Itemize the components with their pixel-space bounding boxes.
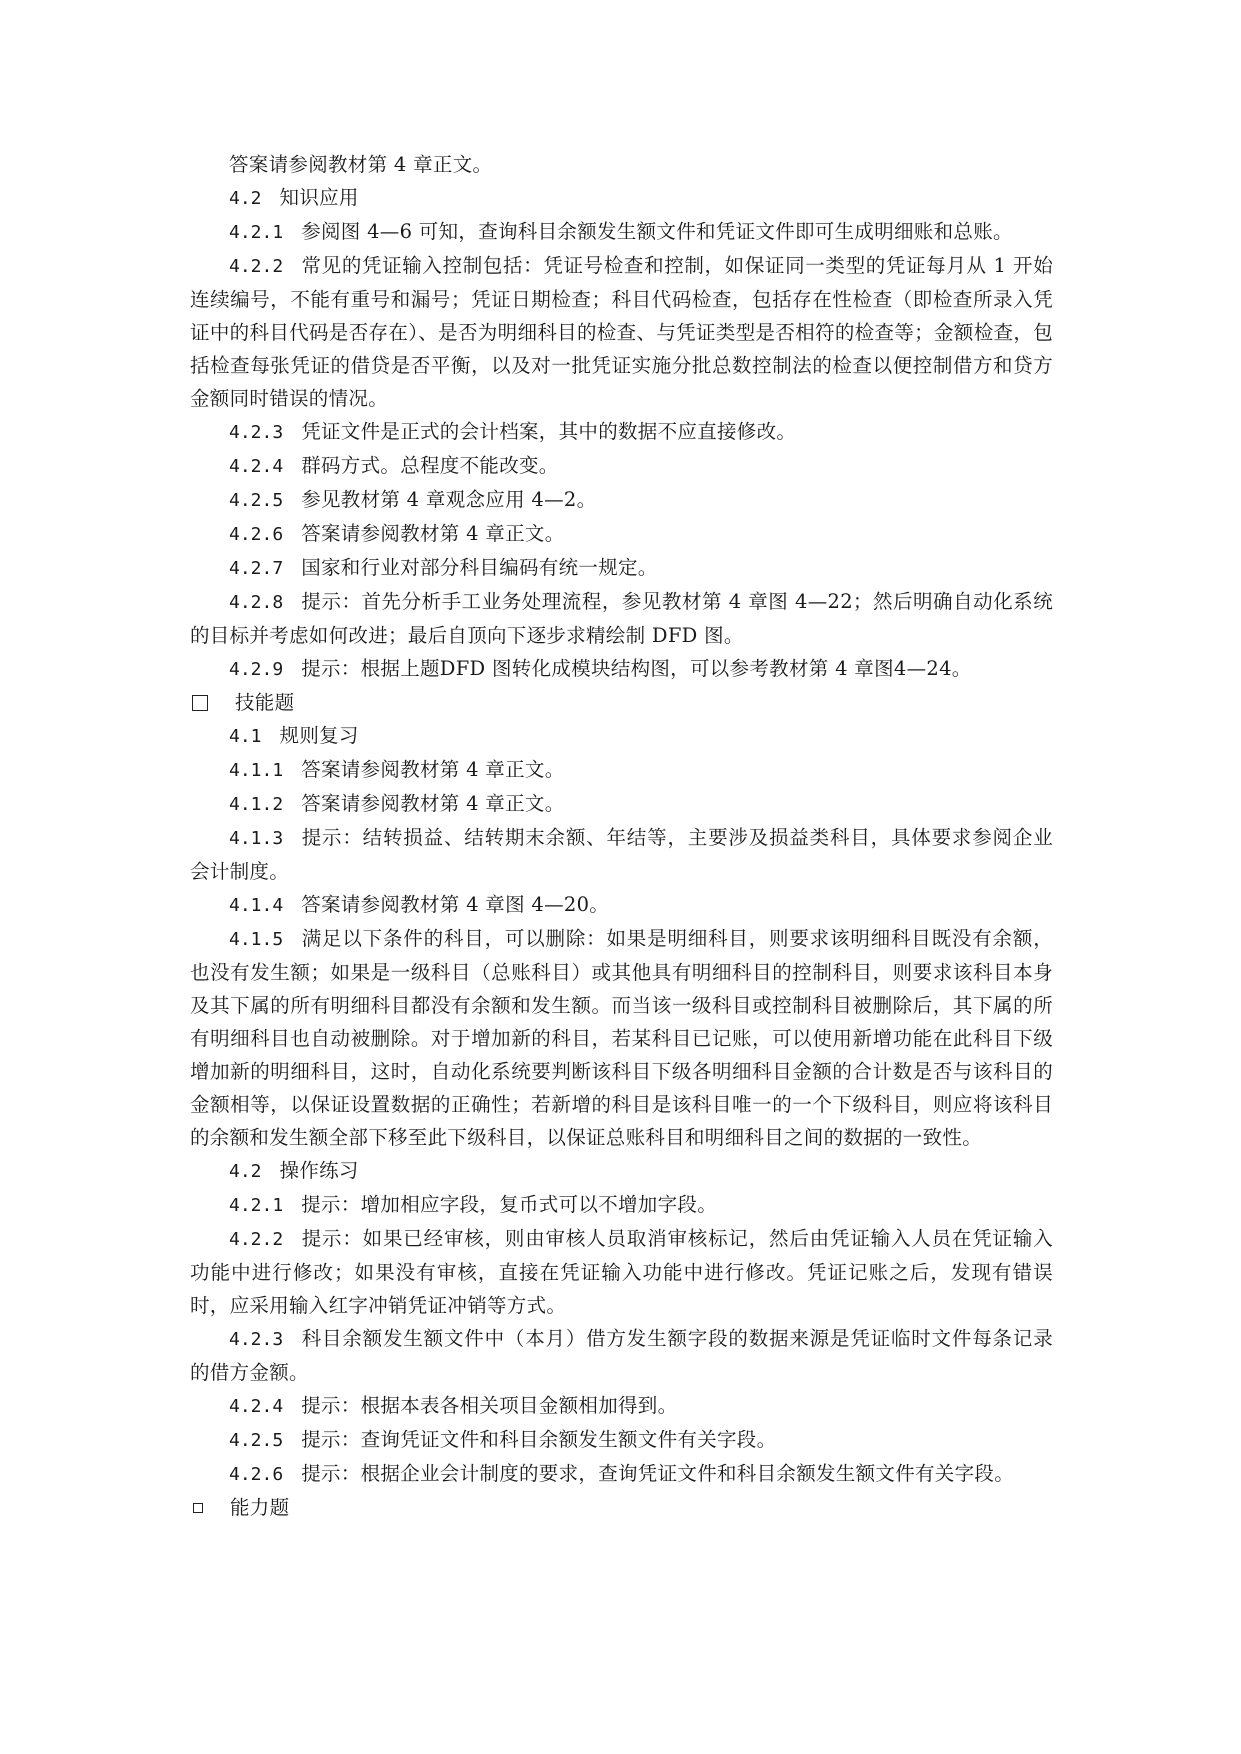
item-number: 4.1.2: [229, 794, 284, 815]
item-text: 参阅图 4—6 可知，查询科目余额发生额文件和凭证文件即可生成明细账和总账。: [301, 220, 1013, 243]
item-text: 国家和行业对部分科目编码有统一规定。: [301, 556, 658, 579]
answer-item: [190, 888, 1053, 922]
answer-item: [190, 449, 1053, 483]
item-number: 4.2.5: [229, 1430, 284, 1451]
section-number: 4.1: [229, 726, 262, 747]
item-text: 答案请参阅教材第 4 章正文。: [301, 522, 565, 545]
item-text: 答案请参阅教材第 4 章图 4—20。: [301, 893, 610, 916]
item-text: 提示：结转损益、结转期末余额、年结等，主要涉及损益类科目，具体要求参阅企业会计制度。: [190, 826, 1053, 883]
item-number: 4.2.6: [229, 1464, 284, 1485]
item-text: 常见的凭证输入控制包括：凭证号检查和控制，如保证同一类型的凭证每月从 1 开始连续编号，不能有重号和漏号；凭证日期检查；科目代码检查，包括存在性检查（即检查所录入凭证中的科目代码是否存在）、是否为明细科目的检查、与凭证类型是否相符的检查等；金额检查，包括检查每张凭证的借贷是否平衡，以及对一批凭证实施分批总数控制法的检查以便控制借方和贷方金额同时错误的情况。: [190, 254, 1053, 410]
section-title: 规则复习: [279, 724, 359, 747]
item-text: 满足以下条件的科目，可以删除：如果是明细科目，则要求该明细科目既没有余额，也没有发生额；如果是一级科目（总账科目）或其他具有明细科目的控制科目，则要求该科目本身及其下属的所有明细科目都没有余额和发生额。而当该一级科目或控制科目被删除后，其下属的所有明细科目也自动被删除。对于增加新的科目，若某科目已记账，可以使用新增功能在此科目下级增加新的明细科目，这时，自动化系统要判断该科目下级各明细科目金额的合计数是否与该科目的金额相等，以保证设置数据的正确性；若新增的科目是该科目唯一的一个下级科目，则应将该科目的余额和发生额全部下移至此下级科目，以保证总账科目和明细科目之间的数据的一致性。: [190, 927, 1053, 1149]
item-text: 科目余额发生额文件中（本月）借方发生额字段的数据来源是凭证临时文件每条记录的借方金额。: [190, 1327, 1053, 1384]
answer-item: [190, 551, 1053, 585]
item-text: 提示：查询凭证文件和科目余额发生额文件有关字段。: [301, 1428, 777, 1451]
section-number: 4.2: [229, 1161, 262, 1182]
skills-section-label: [190, 686, 1053, 719]
answer-item: [190, 517, 1053, 551]
item-number: 4.2.6: [229, 524, 284, 545]
item-number: 4.2.1: [229, 222, 284, 243]
answer-item: [190, 1389, 1053, 1423]
item-number: 4.2.1: [229, 1195, 284, 1216]
document-body: [190, 148, 1053, 1524]
item-text: 提示：根据企业会计制度的要求，查询凭证文件和科目余额发生额文件有关字段。: [301, 1462, 1014, 1485]
answer-item: [190, 787, 1053, 821]
item-number: 4.1.1: [229, 760, 284, 781]
answer-item: [190, 249, 1053, 415]
checkbox-square-icon: [192, 695, 208, 711]
answer-item: [190, 1188, 1053, 1222]
item-number: 4.2.2: [229, 1229, 284, 1250]
checkbox-square-icon: [193, 1503, 203, 1513]
item-text: 答案请参阅教材第 4 章正文。: [301, 758, 565, 781]
section-title: 知识应用: [279, 186, 359, 209]
answer-item: [190, 753, 1053, 787]
item-number: 4.2.3: [229, 1329, 284, 1350]
section-heading-rule-review: [190, 719, 1053, 753]
answer-item: [190, 1322, 1053, 1389]
item-number: 4.1.5: [229, 929, 284, 950]
item-text: 提示：首先分析手工业务处理流程，参见教材第 4 章图 4—22；然后明确自动化系统的目标并考虑如何改进；最后自顶向下逐步求精绘制 DFD 图。: [190, 590, 1053, 647]
item-text: 提示：增加相应字段，复币式可以不增加字段。: [301, 1193, 717, 1216]
item-number: 4.2.4: [229, 1396, 284, 1417]
answer-item: [190, 821, 1053, 888]
answer-item: [190, 215, 1053, 249]
intro-paragraph: 答案请参阅教材第 4 章正文。: [229, 153, 493, 176]
item-number: 4.2.2: [229, 256, 284, 277]
section-title: 操作练习: [279, 1159, 359, 1182]
item-text: 参见教材第 4 章观念应用 4—2。: [301, 488, 597, 511]
ability-label-text: 能力题: [230, 1496, 290, 1519]
answer-item: [190, 1423, 1053, 1457]
answer-item: [190, 1222, 1053, 1322]
item-text: 答案请参阅教材第 4 章正文。: [301, 792, 565, 815]
item-number: 4.2.9: [229, 659, 284, 680]
item-number: 4.1.4: [229, 895, 284, 916]
answer-item: [190, 1457, 1053, 1491]
item-text: 提示：根据本表各相关项目金额相加得到。: [301, 1394, 678, 1417]
skills-label-text: 技能题: [235, 691, 295, 714]
item-text: 凭证文件是正式的会计档案，其中的数据不应直接修改。: [301, 420, 797, 443]
item-number: 4.1.3: [229, 828, 284, 849]
ability-section-label: [190, 1491, 1053, 1524]
answer-item: [190, 585, 1053, 652]
answer-item: [190, 922, 1053, 1154]
item-number: 4.2.5: [229, 490, 284, 511]
answer-item: [190, 483, 1053, 517]
item-number: 4.2.8: [229, 592, 284, 613]
section-number: 4.2: [229, 188, 262, 209]
item-text: 提示：如果已经审核，则由审核人员取消审核标记，然后由凭证输入人员在凭证输入功能中进行修改；如果没有审核，直接在凭证输入功能中进行修改。凭证记账之后，发现有错误时，应采用输入红字冲销凭证冲销等方式。: [190, 1227, 1053, 1317]
item-number: 4.2.7: [229, 558, 284, 579]
item-text: 群码方式。总程度不能改变。: [301, 454, 559, 477]
answer-item: [190, 652, 1053, 686]
answer-item: [190, 415, 1053, 449]
item-number: 4.2.3: [229, 422, 284, 443]
item-number: 4.2.4: [229, 456, 284, 477]
item-text: 提示：根据上题DFD 图转化成模块结构图，可以参考教材第 4 章图4—24。: [301, 657, 972, 680]
section-heading-operation-practice: [190, 1154, 1053, 1188]
section-heading-knowledge-application: [190, 181, 1053, 215]
